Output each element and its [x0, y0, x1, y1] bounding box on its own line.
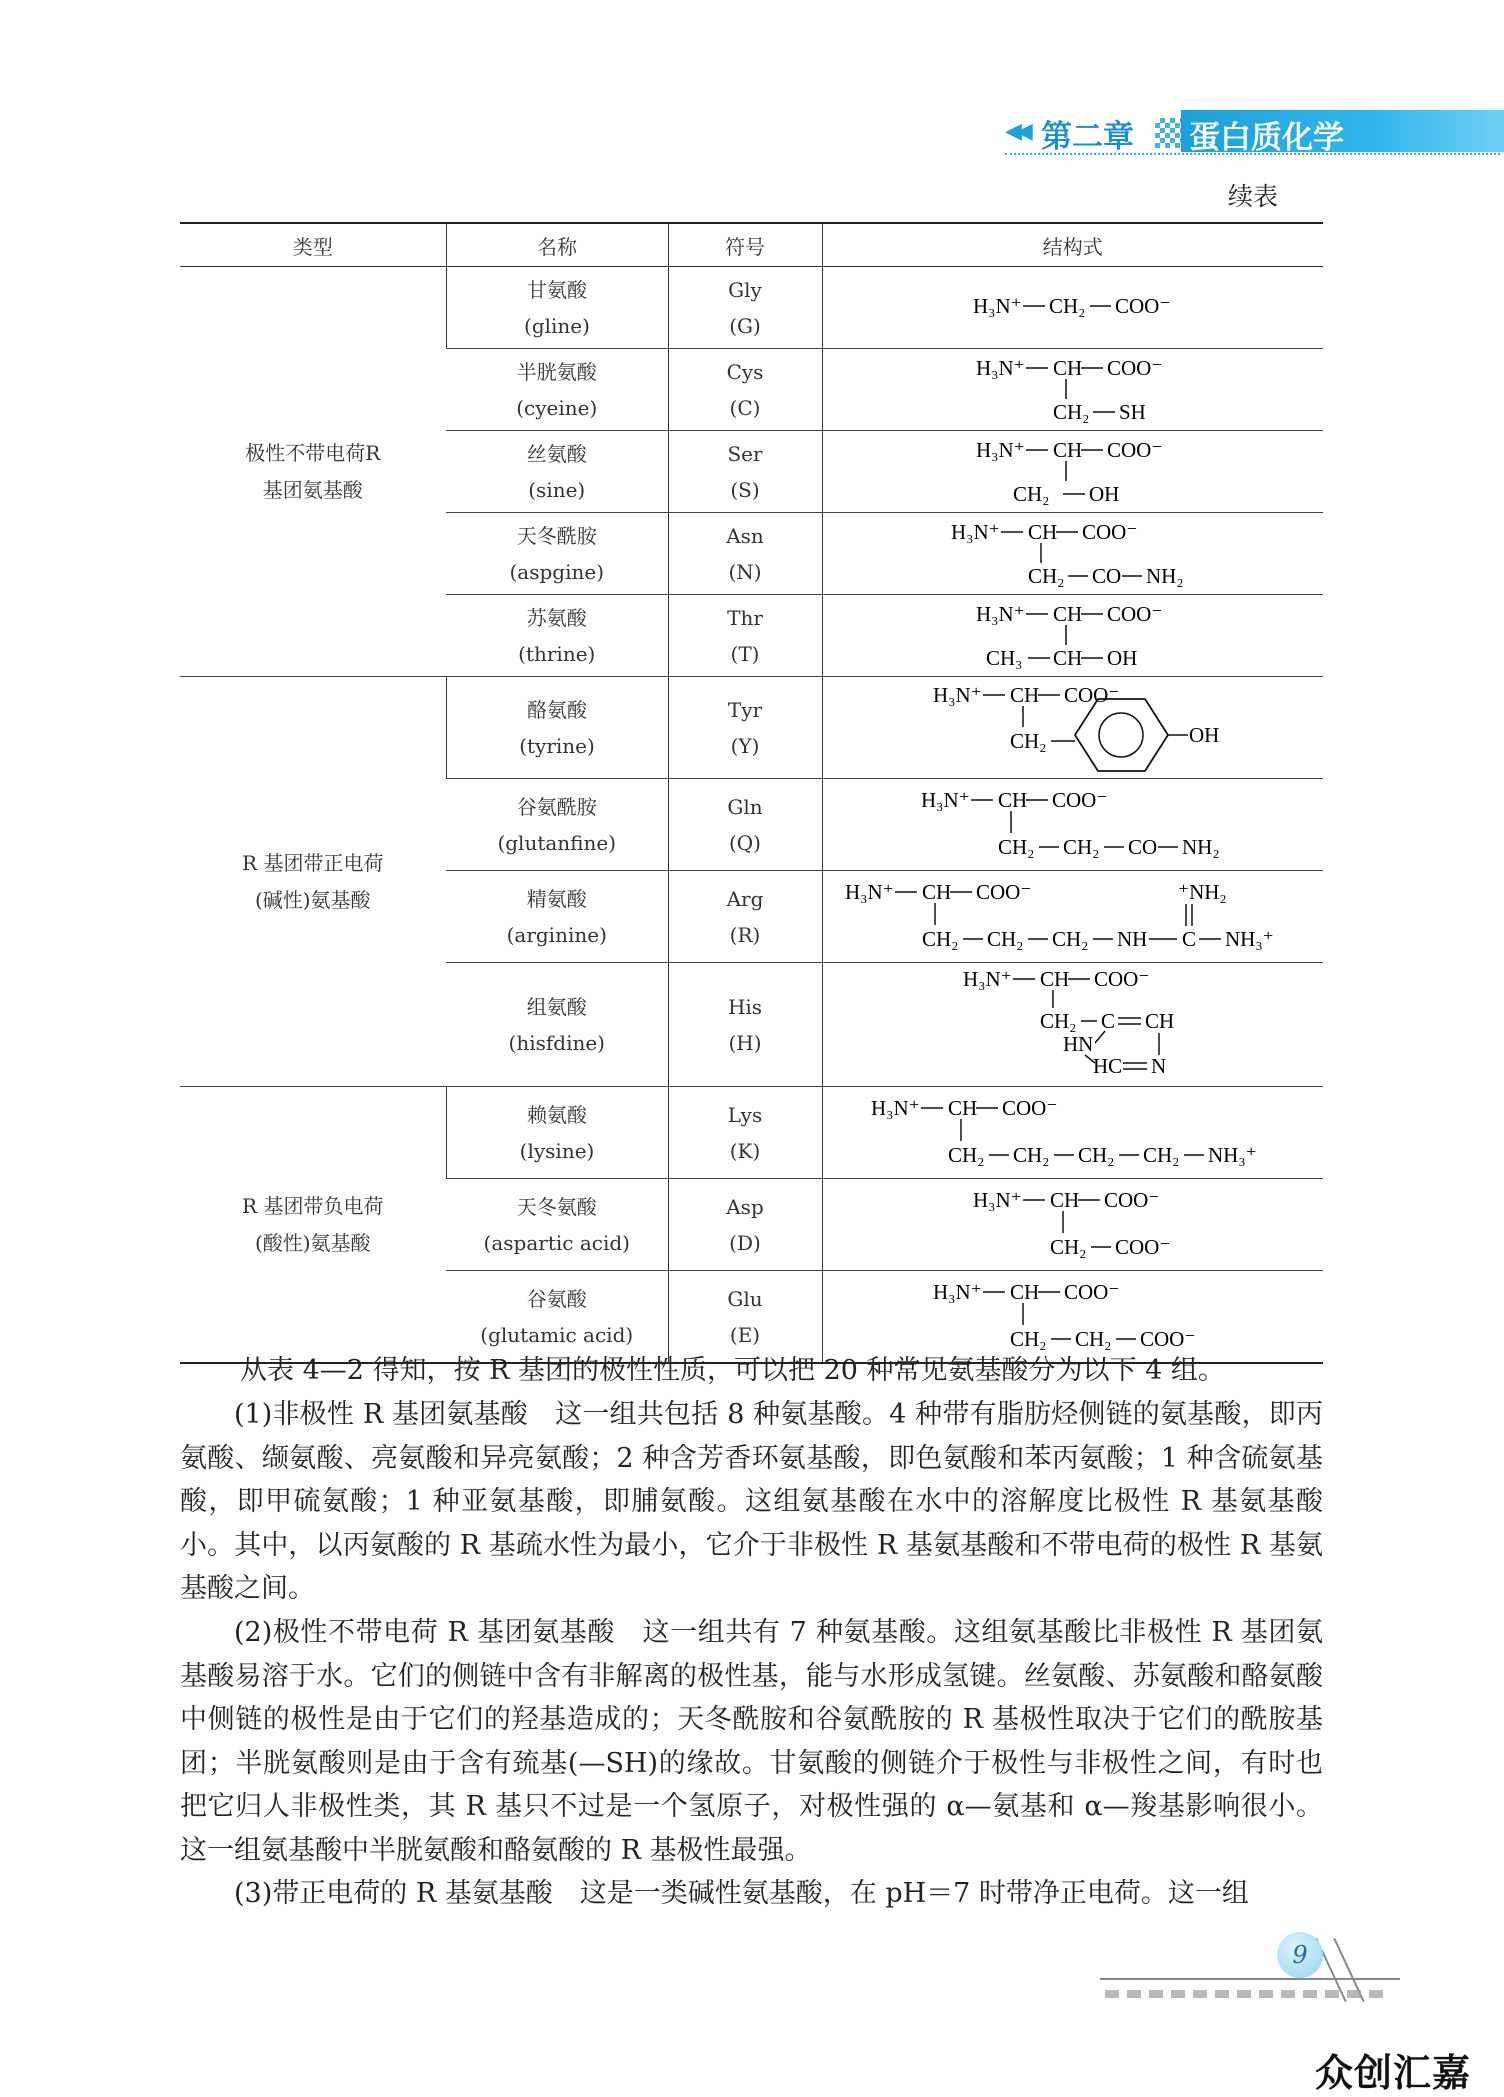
- table-row: [180, 677, 1323, 779]
- svg-text:COO⁻: COO⁻: [1063, 683, 1120, 707]
- structure-cell: [822, 963, 1323, 1087]
- svg-text:CH₂: CH₂: [1142, 1143, 1180, 1167]
- abbr: Glu: [727, 1286, 763, 1311]
- abbr: Ser: [727, 441, 763, 466]
- cn-name: 半胱氨酸: [516, 359, 597, 384]
- svg-text:CH: CH: [921, 880, 951, 904]
- paragraph-polar-uncharged: (2)极性不带电荷 R 基团氨基酸 这一组共有 7 种氨基酸。这组氨基酸比非极性 R 基团氨基酸易溶于水。它们的侧链中含有非解离的极性基，能与水形成氢键。丝氨酸、苏氨酸和酪氨酸中侧链的极性是由于它们的羟基造成的；天冬酰胺和谷氨酰胺的 R 基极性取决于它们的酰胺基团；半胱氨酸则是由于含有巯基(—SH)的缘故。甘氨酸的侧链介于极性与非极性之间，有时也把它归人非极性类，其 R 基只不过是一个氢原子，对极性强的 α—氨基和 α—羧基影响很小。这一组氨基酸中半胱氨酸和酪氨酸的 R 基极性最强。: [180, 1617, 1323, 1866]
- svg-text:CH₂: CH₂: [1051, 927, 1089, 951]
- structure-asn: [823, 513, 1323, 589]
- structure-cell: [822, 431, 1323, 513]
- abbr: Asn: [726, 523, 764, 548]
- table-row: [180, 1087, 1323, 1179]
- symbol-cell: [668, 677, 822, 779]
- svg-text:CH₂: CH₂: [1077, 1143, 1115, 1167]
- en-name: (aspartic acid): [483, 1230, 630, 1255]
- svg-text:H₃N⁺: H₃N⁺: [932, 683, 982, 707]
- cn-name: 赖氨酸: [527, 1102, 587, 1127]
- amino-acid-table: [180, 222, 1323, 1364]
- svg-text:H₃N⁺: H₃N⁺: [844, 880, 894, 904]
- svg-text:H₃N⁺: H₃N⁺: [975, 602, 1025, 626]
- svg-text:COO⁻: COO⁻: [1051, 788, 1108, 812]
- category-line: R 基团带负电荷: [242, 1193, 384, 1218]
- svg-text:H₃N⁺: H₃N⁺: [962, 967, 1012, 991]
- symbol-cell: [668, 963, 822, 1087]
- name-cell: [446, 349, 668, 431]
- symbol-cell: [668, 349, 822, 431]
- symbol-cell: [668, 595, 822, 677]
- cn-name: 组氨酸: [526, 994, 587, 1019]
- svg-text:CH₂: CH₂: [947, 1143, 985, 1167]
- cn-name: 丝氨酸: [526, 441, 587, 466]
- structure-cell: [822, 349, 1323, 431]
- name-cell: [446, 513, 668, 595]
- svg-text:CH₂: CH₂: [1012, 1143, 1050, 1167]
- svg-text:CH: CH: [997, 788, 1027, 812]
- svg-text:CH₃: CH₃: [985, 646, 1023, 670]
- svg-text:CH₂: CH₂: [1049, 1235, 1087, 1259]
- svg-text:CO: CO: [1127, 835, 1157, 859]
- svg-text:SH: SH: [1118, 400, 1146, 424]
- letter: (R): [729, 922, 761, 947]
- cn-name: 酪氨酸: [527, 697, 587, 722]
- cn-name: 谷氨酸: [526, 1286, 587, 1311]
- svg-text:CH₂: CH₂: [1009, 1327, 1047, 1351]
- abbr: Lys: [727, 1102, 763, 1127]
- name-cell: [446, 1087, 668, 1179]
- structure-cell: [822, 677, 1323, 779]
- en-name: (sine): [528, 477, 586, 502]
- letter: (C): [729, 395, 761, 420]
- svg-text:H₃N⁺: H₃N⁺: [975, 356, 1025, 380]
- letter: (Y): [730, 733, 760, 758]
- category-line: 基团氨基酸: [262, 477, 363, 502]
- svg-text:COO⁻: COO⁻: [975, 880, 1032, 904]
- en-name: (thrine): [518, 641, 596, 666]
- cn-name: 甘氨酸: [527, 277, 587, 302]
- svg-text:CH: CH: [1052, 356, 1082, 380]
- svg-text:CH₂: CH₂: [1012, 482, 1050, 506]
- svg-text:NH₃⁺: NH₃⁺: [1207, 1143, 1257, 1167]
- svg-text:CH: CH: [1049, 1188, 1079, 1212]
- svg-text:CH: CH: [1144, 1009, 1174, 1033]
- en-name: (gline): [524, 313, 590, 338]
- table-row: [180, 267, 1323, 349]
- name-cell: [446, 267, 668, 349]
- svg-text:COO⁻: COO⁻: [1106, 356, 1163, 380]
- structure-cell: [822, 1087, 1323, 1179]
- structure-cell: [822, 595, 1323, 677]
- structure-asp: [823, 1179, 1323, 1265]
- structure-tyr: [823, 677, 1323, 773]
- name-cell: [446, 871, 668, 963]
- cn-name: 精氨酸: [526, 886, 587, 911]
- svg-text:H₃N⁺: H₃N⁺: [920, 788, 970, 812]
- structure-his: [823, 963, 1323, 1081]
- svg-text:⁺NH₂: ⁺NH₂: [1177, 880, 1227, 904]
- chapter-label: 第二章: [1041, 119, 1134, 155]
- watermark: 众创汇嘉: [1315, 2051, 1472, 2095]
- column-header-structure: 结构式: [822, 223, 1323, 267]
- svg-text:CH₂: CH₂: [986, 927, 1024, 951]
- abbr: Gly: [728, 277, 762, 302]
- letter: (T): [730, 641, 760, 666]
- paragraph-nonpolar: (1)非极性 R 基团氨基酸 这一组共包括 8 种氨基酸。4 种带有脂肪烃侧链的氨基酸，即丙氨酸、缬氨酸、亮氨酸和异亮氨酸；2 种含芳香环氨基酸，即色氨酸和苯丙氨酸；1 种含硫氨基酸，即甲硫氨酸；1 种亚氨基酸，即脯氨酸。这组氨基酸在水中的溶解度比极性 R 基氨基酸小。其中，以丙氨酸的 R 基疏水性为最小，它介于非极性 R 基氨基酸和不带电荷的极性 R 基氨基酸之间。: [180, 1399, 1323, 1604]
- topic-band: [1181, 110, 1504, 156]
- cn-name: 天冬氨酸: [516, 1194, 597, 1219]
- name-cell: [446, 595, 668, 677]
- letter: (H): [728, 1030, 762, 1055]
- letter: (E): [729, 1322, 761, 1347]
- svg-text:COO⁻: COO⁻: [1106, 438, 1163, 462]
- cn-name: 谷氨酰胺: [516, 794, 597, 819]
- cn-name: 天冬酰胺: [516, 523, 597, 548]
- symbol-cell: [668, 1087, 822, 1179]
- svg-text:COO⁻: COO⁻: [1063, 1280, 1120, 1304]
- svg-text:OH: OH: [1106, 646, 1138, 670]
- name-cell: [446, 1179, 668, 1271]
- svg-text:H₃N⁺: H₃N⁺: [950, 520, 1000, 544]
- svg-text:COO⁻: COO⁻: [1103, 1188, 1160, 1212]
- svg-text:N: N: [1150, 1054, 1166, 1078]
- en-name: (arginine): [506, 922, 607, 947]
- abbr: Thr: [727, 605, 763, 630]
- svg-text:OH: OH: [1088, 482, 1120, 506]
- continued-label: 续表: [1228, 182, 1279, 211]
- en-name: (aspgine): [509, 559, 604, 584]
- en-name: (lysine): [519, 1138, 595, 1163]
- letter: (S): [730, 477, 760, 502]
- symbol-cell: [668, 1179, 822, 1271]
- category-cell: [180, 1087, 446, 1364]
- category-line: 极性不带电荷R: [245, 440, 381, 465]
- svg-text:NH₃⁺: NH₃⁺: [1224, 927, 1274, 951]
- svg-text:CH₂: CH₂: [1027, 564, 1065, 588]
- svg-text:COO⁻: COO⁻: [1114, 1235, 1171, 1259]
- structure-cell: [822, 267, 1323, 349]
- abbr: Gln: [727, 794, 763, 819]
- svg-text:HN: HN: [1062, 1032, 1094, 1056]
- svg-text:COO⁻: COO⁻: [1093, 967, 1150, 991]
- svg-text:CH: CH: [1052, 646, 1082, 670]
- svg-text:OH: OH: [1188, 723, 1220, 747]
- letter: (N): [728, 559, 762, 584]
- svg-text:CH₂: CH₂: [1062, 835, 1100, 859]
- svg-text:COO⁻: COO⁻: [1106, 602, 1163, 626]
- category-line: R 基团带正电荷: [242, 850, 384, 875]
- svg-text:CO: CO: [1091, 564, 1121, 588]
- svg-text:CH: CH: [1027, 520, 1057, 544]
- svg-text:CH₂: CH₂: [997, 835, 1035, 859]
- letter: (G): [729, 313, 761, 338]
- svg-text:NH₂: NH₂: [1181, 835, 1220, 859]
- en-name: (cyeine): [516, 395, 598, 420]
- page-number: 9: [1277, 1932, 1323, 1978]
- structure-cell: [822, 1179, 1323, 1271]
- svg-text:CH₂: CH₂: [1039, 1009, 1077, 1033]
- svg-text:C: C: [1100, 1009, 1115, 1033]
- name-cell: [446, 677, 668, 779]
- structure-cys: [823, 349, 1323, 425]
- name-cell: [446, 431, 668, 513]
- column-header-symbol: 符号: [668, 223, 822, 267]
- svg-text:H₃N⁺: H₃N⁺: [975, 438, 1025, 462]
- svg-text:CH₂: CH₂: [1052, 400, 1090, 424]
- svg-text:CH: CH: [1039, 967, 1069, 991]
- structure-glu: [823, 1271, 1323, 1357]
- svg-text:HC: HC: [1092, 1054, 1122, 1078]
- abbr: Asp: [726, 1194, 764, 1219]
- topic-title: 蛋白质化学: [1189, 120, 1344, 156]
- symbol-cell: [668, 779, 822, 871]
- svg-text:CH: CH: [1009, 683, 1039, 707]
- structure-lys: [823, 1087, 1323, 1173]
- svg-text:CH₂: CH₂: [1048, 294, 1086, 318]
- svg-text:COO⁻: COO⁻: [1139, 1327, 1196, 1351]
- en-name: (hisfdine): [508, 1030, 605, 1055]
- structure-arg: [823, 871, 1323, 957]
- svg-text:NH₂: NH₂: [1145, 564, 1184, 588]
- svg-text:COO⁻: COO⁻: [1114, 294, 1171, 318]
- svg-text:CH: CH: [1052, 438, 1082, 462]
- en-name: (tyrine): [519, 733, 595, 758]
- structure-cell: [822, 779, 1323, 871]
- cn-name: 苏氨酸: [526, 605, 587, 630]
- svg-text:CH: CH: [1009, 1280, 1039, 1304]
- footer-dashes: [1105, 1990, 1385, 1998]
- letter: (Q): [728, 830, 761, 855]
- structure-thr: [823, 595, 1323, 671]
- svg-text:C: C: [1181, 927, 1196, 951]
- column-header-type: 类型: [180, 223, 446, 267]
- name-cell: [446, 963, 668, 1087]
- svg-text:CH: CH: [1052, 602, 1082, 626]
- abbr: Tyr: [727, 697, 763, 722]
- symbol-cell: [668, 267, 822, 349]
- en-name: (glutamic acid): [480, 1322, 634, 1347]
- footer-rule: [1100, 1978, 1400, 1980]
- column-header-name: 名称: [446, 223, 668, 267]
- svg-text:NH: NH: [1116, 927, 1148, 951]
- svg-text:CH₂: CH₂: [1074, 1327, 1112, 1351]
- paragraph-intro: 从表 4—2 得知，按 R 基团的极性性质，可以把 20 种常见氨基酸分为以下 4 组。: [240, 1355, 1225, 1386]
- letter: (D): [729, 1230, 761, 1255]
- category-cell: [180, 267, 446, 677]
- svg-text:COO⁻: COO⁻: [1001, 1096, 1058, 1120]
- letter: (K): [729, 1138, 761, 1163]
- svg-text:CH₂: CH₂: [921, 927, 959, 951]
- svg-text:H₃N⁺: H₃N⁺: [932, 1280, 982, 1304]
- abbr: Arg: [726, 886, 764, 911]
- structure-gly: [823, 267, 1323, 343]
- paragraph-positive: (3)带正电荷的 R 基氨基酸 这是一类碱性氨基酸，在 pH＝7 时带净正电荷。这一组: [234, 1878, 1249, 1909]
- category-line: (酸性)氨基酸: [254, 1230, 371, 1255]
- structure-cell: [822, 871, 1323, 963]
- category-line: (碱性)氨基酸: [254, 887, 371, 912]
- structure-cell: [822, 513, 1323, 595]
- svg-text:H₃N⁺: H₃N⁺: [972, 294, 1022, 318]
- svg-text:CH₂: CH₂: [1009, 729, 1047, 753]
- symbol-cell: [668, 431, 822, 513]
- structure-ser: [823, 431, 1323, 507]
- category-cell: [180, 677, 446, 1087]
- abbr: His: [727, 994, 763, 1019]
- svg-text:COO⁻: COO⁻: [1081, 520, 1138, 544]
- abbr: Cys: [726, 359, 764, 384]
- double-left-arrow-icon: ◀◀: [1005, 119, 1027, 144]
- svg-text:H₃N⁺: H₃N⁺: [870, 1096, 920, 1120]
- en-name: (glutanfine): [497, 830, 617, 855]
- symbol-cell: [668, 871, 822, 963]
- svg-text:CH: CH: [947, 1096, 977, 1120]
- header-dotted-rule: [1005, 153, 1500, 155]
- symbol-cell: [668, 513, 822, 595]
- name-cell: [446, 779, 668, 871]
- svg-text:H₃N⁺: H₃N⁺: [972, 1188, 1022, 1212]
- structure-gln: [823, 779, 1323, 865]
- chapter-header: [1005, 108, 1500, 156]
